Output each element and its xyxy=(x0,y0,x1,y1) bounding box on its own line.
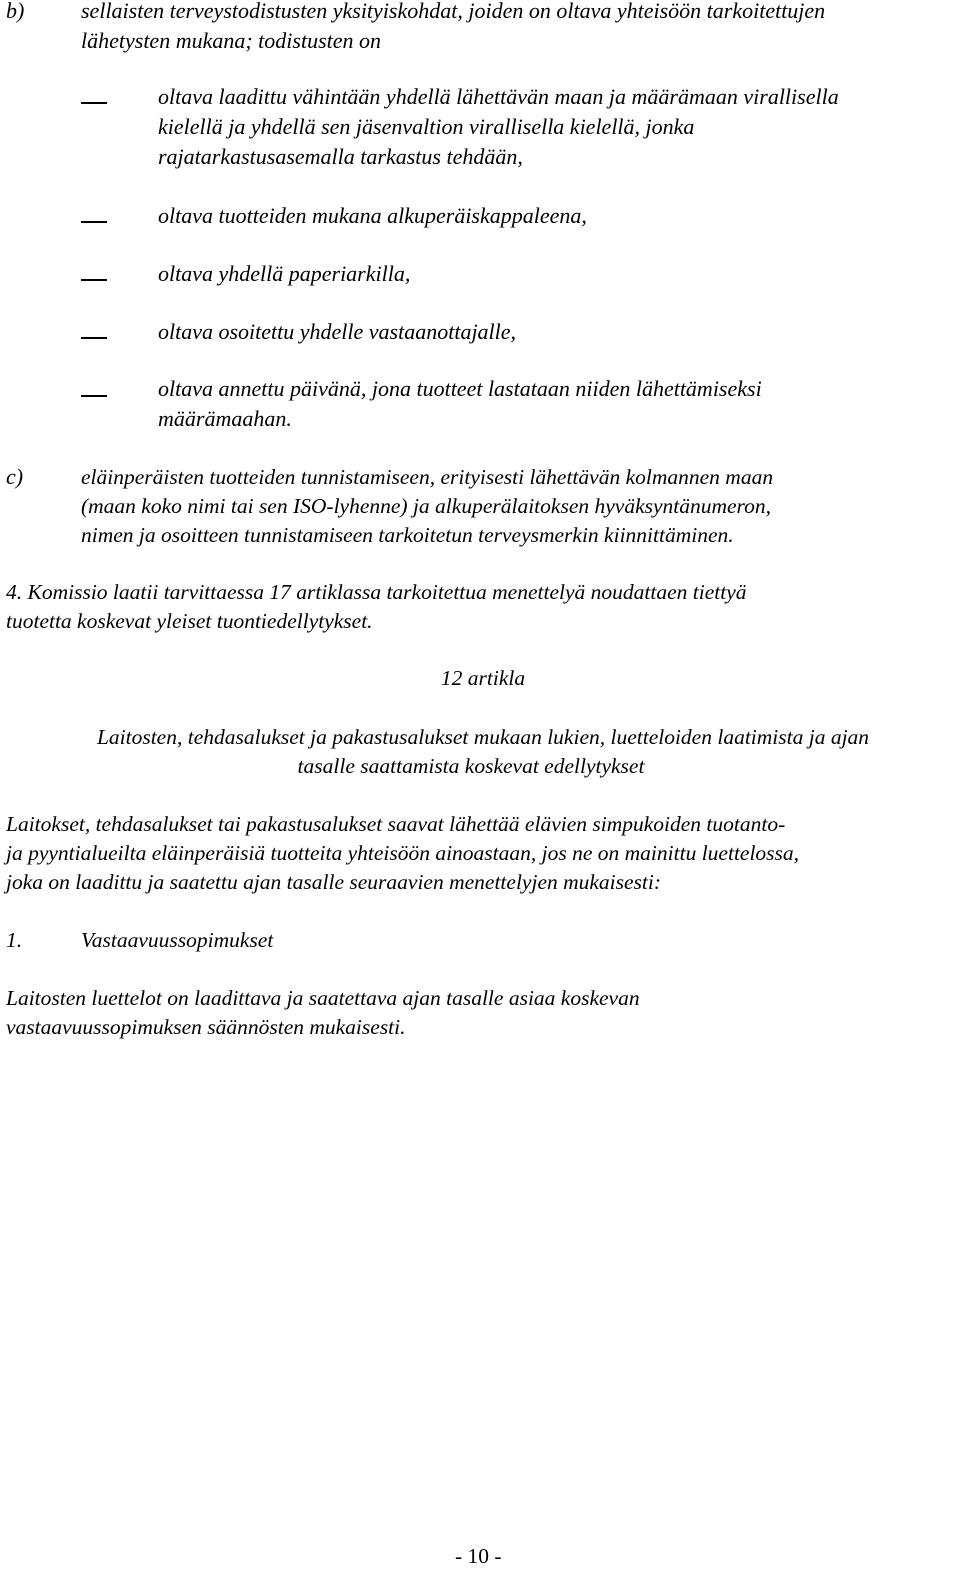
article-title-line-1: Laitosten, tehdasalukset ja pakastusalukset mukaan lukien, luetteloiden laatimista ja ajan xyxy=(96,725,870,749)
dash-bullet-marker xyxy=(81,337,107,339)
dash-bullet-marker xyxy=(81,102,107,104)
bullet-3-line-1: oltava yhdellä paperiarkilla, xyxy=(158,261,411,286)
article-intro-line-3: joka on laadittu ja saatettu ajan tasalle seuraavien menettelyjen mukaisesti: xyxy=(6,870,662,894)
page-number: - 10 - xyxy=(455,1544,502,1568)
article-title-line-2: tasalle saattamista koskevat edellytykset xyxy=(297,754,645,778)
section-number: 1. xyxy=(6,928,23,952)
section-title: Vastaavuussopimukset xyxy=(81,928,274,952)
item-b-text-line2: lähetysten mukana; todistusten on xyxy=(81,28,382,53)
bullet-1-line-2: kielellä ja yhdellä sen jäsenvaltion virallisella kielellä, jonka xyxy=(158,114,695,139)
bullet-4-line-1: oltava osoitettu yhdelle vastaanottajalle, xyxy=(158,319,517,344)
bullet-5-line-2: määrämaahan. xyxy=(158,406,292,431)
section-text-line-1: Laitosten luettelot on laadittava ja saatettava ajan tasalle asiaa koskevan xyxy=(6,986,640,1010)
article-heading: 12 artikla xyxy=(440,666,526,690)
article-intro-line-1: Laitokset, tehdasalukset tai pakastusalukset saavat lähettää elävien simpukoiden tuotanto- xyxy=(6,812,786,836)
bullet-1-line-1: oltava laadittu vähintään yhdellä lähettävän maan ja määrämaan virallisella xyxy=(158,84,839,109)
dash-bullet-marker xyxy=(81,221,107,223)
item-b-label: b) xyxy=(6,0,25,23)
bullet-5-line-1: oltava annettu päivänä, jona tuotteet lastataan niiden lähettämiseksi xyxy=(158,376,762,401)
item-b-text-line1: sellaisten terveystodistusten yksityiskohdat, joiden on oltava yhteisöön tarkoitettujen xyxy=(81,0,826,23)
section-text-line-2: vastaavuussopimuksen säännösten mukaisesti. xyxy=(6,1015,406,1039)
item-c-line-2: (maan koko nimi tai sen ISO-lyhenne) ja alkuperälaitoksen hyväksyntänumeron, xyxy=(81,494,772,518)
para-4-line-2: tuotetta koskevat yleiset tuontiedellytykset. xyxy=(6,609,373,633)
bullet-2-line-1: oltava tuotteiden mukana alkuperäiskappaleena, xyxy=(158,203,587,228)
dash-bullet-marker xyxy=(81,395,107,397)
bullet-1-line-3: rajatarkastusasemalla tarkastus tehdään, xyxy=(158,144,523,169)
article-intro-line-2: ja pyyntialueilta eläinperäisiä tuotteita yhteisöön ainoastaan, jos ne on mainittu luettelossa, xyxy=(6,841,800,865)
item-c-line-1: eläinperäisten tuotteiden tunnistamiseen, erityisesti lähettävän kolmannen maan xyxy=(81,465,774,489)
dash-bullet-marker xyxy=(81,279,107,281)
item-c-label: c) xyxy=(6,464,24,489)
para-4-line-1: 4. Komissio laatii tarvittaessa 17 artiklassa tarkoitettua menettelyä noudattaen tiettyä xyxy=(6,580,747,604)
item-c-line-3: nimen ja osoitteen tunnistamiseen tarkoitetun terveysmerkin kiinnittäminen. xyxy=(81,523,734,547)
